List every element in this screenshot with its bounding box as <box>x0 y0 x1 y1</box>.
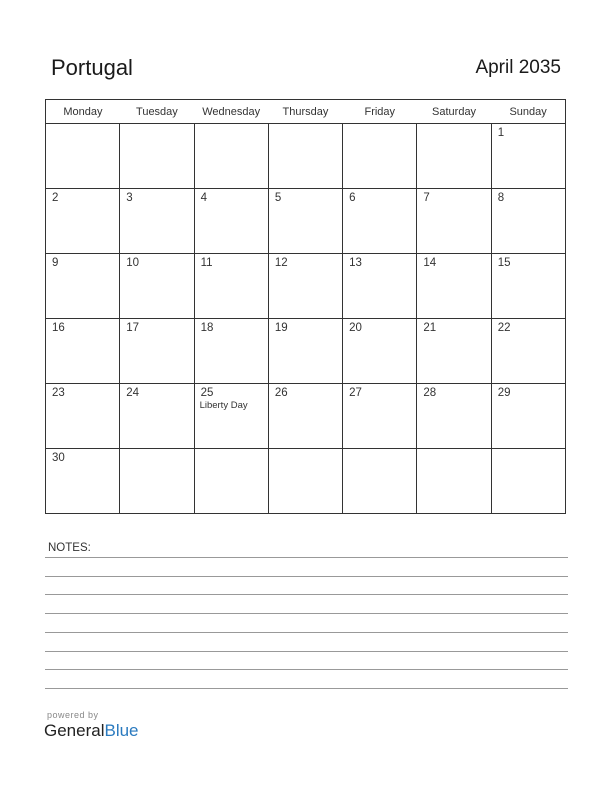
week-row <box>46 384 566 449</box>
day-number: 3 <box>126 192 133 204</box>
day-number: 30 <box>52 452 65 464</box>
week-row <box>46 449 566 514</box>
notes-line <box>45 688 568 689</box>
day-number: 1 <box>497 127 505 139</box>
day-cell <box>417 319 491 384</box>
day-cell <box>343 254 417 319</box>
day-number: 25 <box>200 387 214 399</box>
day-cell <box>417 189 491 254</box>
day-number <box>343 124 416 127</box>
day-number: 16 <box>52 322 65 334</box>
day-cell <box>491 384 565 449</box>
day-cell <box>194 124 268 189</box>
day-cell <box>46 319 120 384</box>
day-cell <box>491 189 565 254</box>
day-number: 7 <box>423 192 430 204</box>
day-number <box>417 449 490 452</box>
day-number <box>120 124 193 127</box>
notes-line <box>45 576 568 577</box>
day-number <box>120 449 193 452</box>
day-number <box>269 124 342 127</box>
holiday-label: Liberty Day <box>199 400 248 411</box>
day-number: 15 <box>497 257 511 269</box>
day-cell <box>46 124 120 189</box>
notes-line <box>45 594 568 595</box>
day-number: 14 <box>423 257 437 269</box>
day-cell <box>194 254 268 319</box>
day-number: 5 <box>274 192 282 204</box>
day-cell <box>417 449 491 514</box>
powered-by-text: powered by <box>47 710 99 720</box>
notes-line <box>45 651 568 652</box>
brand-blue: Blue <box>104 721 139 740</box>
day-cell <box>343 124 417 189</box>
day-number <box>269 449 342 452</box>
country-title: Portugal <box>51 55 133 80</box>
day-number: 23 <box>52 387 65 399</box>
day-number: 21 <box>423 322 437 334</box>
day-number <box>492 449 565 452</box>
weekday-saturday: Saturday <box>417 100 491 124</box>
day-number: 12 <box>274 257 288 269</box>
day-cell <box>343 189 417 254</box>
day-number: 27 <box>349 387 362 399</box>
day-number <box>417 124 490 127</box>
day-cell <box>343 319 417 384</box>
day-cell <box>491 449 565 514</box>
day-cell <box>491 319 565 384</box>
day-number: 11 <box>200 257 213 269</box>
notes-label: NOTES: <box>48 542 91 554</box>
weekday-sunday: Sunday <box>491 100 565 124</box>
day-cell <box>194 189 268 254</box>
notes-line <box>45 557 568 558</box>
day-number: 28 <box>423 387 437 399</box>
day-cell <box>491 124 565 189</box>
week-row <box>46 319 566 384</box>
day-number: 24 <box>126 387 140 399</box>
day-cell <box>120 254 194 319</box>
day-cell <box>417 124 491 189</box>
day-cell <box>46 254 120 319</box>
day-number: 19 <box>274 322 288 334</box>
day-number: 13 <box>349 257 362 269</box>
day-cell <box>268 124 342 189</box>
day-number: 6 <box>349 192 356 204</box>
day-number: 10 <box>126 257 140 269</box>
day-cell <box>120 449 194 514</box>
day-cell <box>120 189 194 254</box>
day-cell <box>120 319 194 384</box>
weekday-friday: Friday <box>343 100 417 124</box>
day-cell <box>417 254 491 319</box>
day-number: 4 <box>200 192 207 204</box>
calendar-body <box>46 124 566 514</box>
day-number: 2 <box>52 192 59 204</box>
notes-line <box>45 669 568 670</box>
day-cell <box>417 384 491 449</box>
weekday-header-row <box>46 100 566 124</box>
day-cell <box>46 189 120 254</box>
notes-line <box>45 613 568 614</box>
day-cell <box>343 384 417 449</box>
calendar-grid <box>45 99 566 514</box>
day-number: 26 <box>274 387 288 399</box>
day-number: 22 <box>497 322 511 334</box>
day-number <box>46 124 119 127</box>
weekday-monday: Monday <box>46 100 120 124</box>
day-cell <box>194 319 268 384</box>
day-number: 18 <box>200 322 214 334</box>
weekday-thursday: Thursday <box>268 100 342 124</box>
weekday-wednesday: Wednesday <box>194 100 268 124</box>
brand-general: General <box>44 721 105 740</box>
day-number: 20 <box>349 322 362 334</box>
day-cell <box>194 384 268 449</box>
day-cell <box>268 449 342 514</box>
brand-logo <box>44 721 139 741</box>
day-cell <box>120 124 194 189</box>
day-cell <box>194 449 268 514</box>
month-year-title: April 2035 <box>475 57 561 78</box>
day-cell <box>46 384 120 449</box>
day-cell <box>491 254 565 319</box>
day-cell <box>268 254 342 319</box>
day-number <box>343 449 416 452</box>
notes-line <box>45 632 568 633</box>
day-number <box>195 449 268 452</box>
day-number: 8 <box>497 192 505 204</box>
weekday-tuesday: Tuesday <box>120 100 194 124</box>
day-number: 9 <box>52 257 59 269</box>
day-cell <box>268 319 342 384</box>
week-row <box>46 254 566 319</box>
week-row <box>46 124 566 189</box>
day-cell <box>268 189 342 254</box>
day-cell <box>46 449 120 514</box>
week-row <box>46 189 566 254</box>
day-cell <box>343 449 417 514</box>
day-cell <box>268 384 342 449</box>
day-number: 17 <box>126 322 140 334</box>
day-number <box>195 124 268 127</box>
day-cell <box>120 384 194 449</box>
day-number: 29 <box>497 387 511 399</box>
